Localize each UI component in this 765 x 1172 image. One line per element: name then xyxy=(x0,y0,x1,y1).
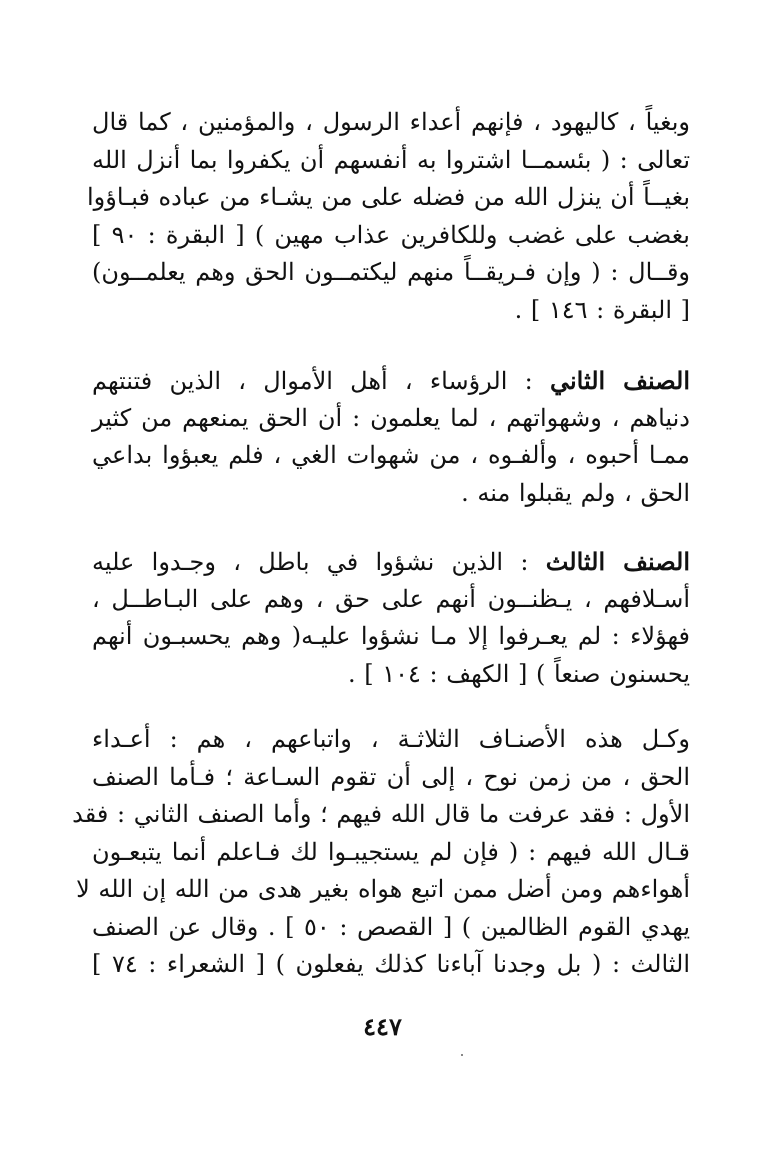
text-fragment: : الرؤساء ، أهل الأموال ، الذين فتنتهم xyxy=(92,367,550,395)
text-line: يحسنون صنعاً ) [ الكهف : ١٠٤ ] . xyxy=(347,659,690,688)
text-line: تعالى : ( بئسمــا اشتروا به أنفسهم أن يكفروا بما أنزل الله xyxy=(92,145,690,174)
text-fragment: : الذين نشؤوا في باطل ، وجـدوا عليه xyxy=(92,548,546,576)
text-line: بغيــاً أن ينزل الله من فضله على من يشـاء من عباده فبـاؤوا xyxy=(87,183,690,211)
category-heading: الصنف الثالث xyxy=(545,547,690,576)
text-line: الأول : فقد عرفت ما قال الله فيهم ؛ وأما الصنف الثاني : فقد xyxy=(72,800,690,828)
text-line: يهدي القوم الظالمين ) [ القصص : ٥٠ ] . وقال عن الصنف xyxy=(92,912,690,941)
paragraph-first-group-quote xyxy=(87,104,690,329)
text-line-with-heading xyxy=(92,362,690,400)
paragraph-summary xyxy=(72,721,691,984)
text-line: وكـل هذه الأصنـاف الثلاثـة ، واتباعهم ، هم : أعـداء xyxy=(92,725,690,753)
text-line: الحق ، من زمن نوح ، إلى أن تقوم السـاعة ؛ فـأما الصنف xyxy=(92,762,690,791)
text-line: وبغياً ، كاليهود ، فإنهم أعداء الرسول ، والمؤمنين ، كما قال xyxy=(92,108,690,136)
text-line: قـال الله فيهم : ( فإن لم يستجيبـوا لك فـاعلم أنما يتبعـون xyxy=(92,837,690,866)
scan-speck xyxy=(461,1054,463,1056)
text-line: بغضب على غضب وللكافرين عذاب مهين ) [ البقرة : ٩٠ ] xyxy=(92,220,690,249)
category-heading: الصنف الثاني xyxy=(549,366,691,395)
paragraph-third-category xyxy=(92,543,690,693)
text-line: ممـا أحبوه ، وألفـوه ، من شهوات الغي ، فلم يعبؤوا بداعي xyxy=(92,441,690,469)
text-line: الحق ، ولم يقبلوا منه . xyxy=(461,478,690,507)
text-line: [ البقرة : ١٤٦ ] . xyxy=(514,295,690,324)
paragraph-second-category xyxy=(92,362,690,512)
text-line: أسـلافهم ، يـظنــون أنهم على حق ، وهم على البـاطــل ، xyxy=(92,584,690,613)
text-line: وقــال : ( وإن فـريقــاً منهم ليكتمــون الحق وهم يعلمــون) xyxy=(92,258,690,286)
text-line-with-heading xyxy=(92,543,690,581)
text-line: أهواءهم ومن أضل ممن اتبع هواه بغير هدى من الله إن الله لا xyxy=(76,875,690,903)
text-line: فهؤلاء : لم يعـرفوا إلا مـا نشؤوا عليـه( وهم يحسبـون أنهم xyxy=(92,622,690,650)
text-line: الثالث : ( بل وجدنا آباءنا كذلك يفعلون ) [ الشعراء : ٧٤ ] xyxy=(92,950,691,978)
text-line: دنياهم ، وشهواتهم ، لما يعلمون : أن الحق يمنعهم من كثير xyxy=(92,403,690,432)
page-number: ٤٤٧ xyxy=(363,1012,402,1041)
